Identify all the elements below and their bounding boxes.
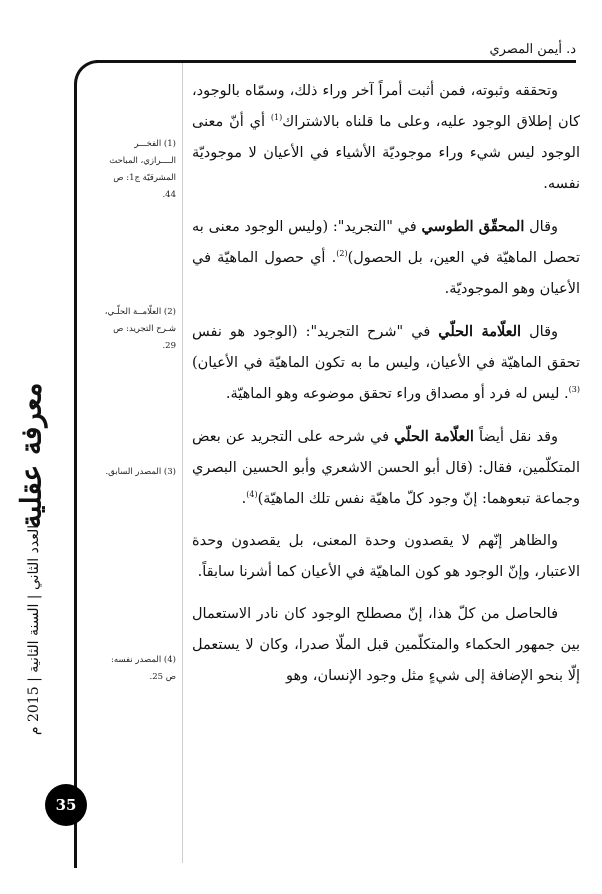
issue-info: العدد الثاني | السنة الثانية | 2015 م: [26, 524, 43, 736]
page-number-badge: 35: [45, 784, 87, 826]
page-frame-corner: [74, 60, 101, 868]
paragraph-3: وقال العلّامة الحلّي في "شرح التجريد": (الوجود هو نفس تحقق الماهيّة في الأعيان، وليس ما به تكون الماهيّة في الأعيان)$^{(3)}$. ليس له فرد أو مصداق وراء تحقق موضوعه وهو الماهيّة.: [192, 323, 580, 402]
issue-info-container: [4, 520, 64, 740]
paragraph-6: فالحاصل من كلّ هذا، إنّ مصطلح الوجود كان نادر الاستعمال بين جمهور الحكماء والمتكلّمين قبل الملّا صدرا، وكان لا يستعمل إلّا بنحو الإضافة إلى شيءٍ مثل وجود الإنسان، وهو: [192, 606, 580, 684]
body-text: [192, 76, 580, 703]
paragraph-1: وتحققه وثبوته، فمن أثبت أمراً آخر وراء ذلك، وسمّاه بالوجود، كان إطلاق الوجود عليه، وعلى ما قلناه بالاشتراك$^{(1)}$ أي أنّ معنى الوجود ليس شيء وراء موجوديّة الأشياء في الأعيان لا موجوديّة نفسه.: [192, 83, 580, 192]
paragraph-4: وقد نقل أيضاً العلّامة الحلّي في شرحه على التجريد عن بعض المتكلّمين، فقال: (قال أبو الحسن الاشعري وأبو الحسين البصري وجماعة تبعوهما: إنّ وجود كلّ ماهيّة نفس تلك الماهيّة)$^{(4)}$.: [192, 428, 580, 507]
footnote-3: (3) المصدر السابق.: [105, 467, 176, 477]
footnote-ref-3[interactable]: (3): [568, 385, 580, 395]
paragraph-5: والظاهر إنّهم لا يقصدون وحدة المعنى، بل يقصدون وحدة الاعتبار، وإنّ الوجود هو كون الماهيّة في الأعيان كما أشرنا سابقاً.: [192, 533, 580, 580]
running-header-author: د. أيمن المصري: [489, 42, 576, 57]
column-divider: [182, 63, 183, 863]
footnote-ref-2[interactable]: (2): [336, 249, 348, 259]
journal-title: معرفة عقلية: [14, 382, 48, 528]
footnote-1: (1) الفخـــر الــــرازي، المباحث المشرقيّة ج1: ص 44.: [109, 139, 176, 200]
journal-logo: [0, 380, 66, 530]
paragraph-2: وقال المحقّق الطوسي في "التجريد": (وليس الوجود معنى به تحصل الماهيّة في العين، بل الحصول)$^{(2)}$. أي حصول الماهيّة في الأعيان وهو الموجوديّة.: [192, 218, 580, 297]
footnote-ref-4[interactable]: (4): [246, 490, 258, 500]
footnote-4: (4) المصدر نفسه: ص 25.: [111, 655, 176, 682]
header-rule: [96, 60, 576, 63]
footnote-ref-1[interactable]: (1): [270, 113, 283, 123]
footnote-2: (2) العلّامــة الحلّـي، شـرح التجريد: ص 29.: [104, 307, 176, 351]
